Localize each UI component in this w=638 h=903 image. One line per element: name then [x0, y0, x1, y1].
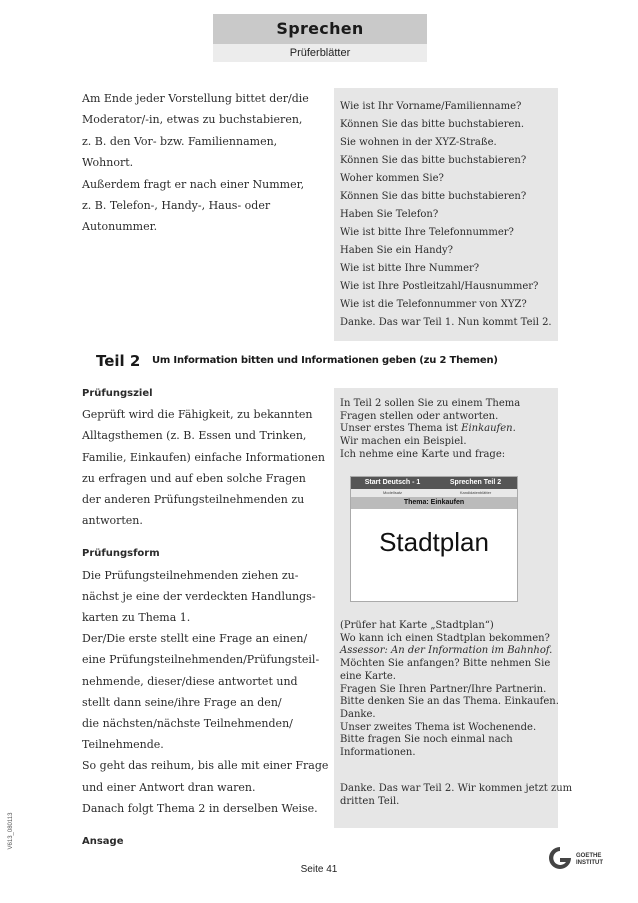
intro-line: Außerdem fragt er nach einer Nummer, — [82, 177, 305, 191]
script-line: Danke. — [340, 708, 376, 720]
pruefungsform-line: karten zu Thema 1. — [82, 611, 191, 625]
pruefungsziel-line: Familie, Einkaufen) einfache Informationen — [82, 450, 325, 464]
side-code: V613_080113 — [8, 812, 14, 850]
pruefungsform-line: stellt dann seine/ihre Frage an den/ — [82, 695, 282, 709]
pruefungsform-line: eine Prüfungsteilnehmenden/Prüfungsteil- — [82, 653, 320, 667]
script-line: Wir machen ein Beispiel. — [340, 436, 467, 448]
script-line-start: Unser erstes Thema ist — [340, 423, 462, 435]
section-description: Um Information bitten und Informationen geben (zu 2 Themen) — [152, 355, 498, 366]
script-line: dritten Teil. — [340, 795, 400, 807]
question-line: Wie ist bitte Ihre Telefonnummer? — [340, 227, 514, 238]
pruefungsziel-line: antworten. — [82, 514, 143, 528]
script-line: Bitte denken Sie an das Thema. Einkaufen. — [340, 696, 559, 708]
page-subtitle: Prüferblätter — [213, 44, 427, 62]
question-line: Wie ist die Telefonnummer von XYZ? — [340, 299, 527, 310]
intro-line: Wohnort. — [82, 156, 134, 170]
question-line: Wie ist bitte Ihre Nummer? — [340, 263, 480, 274]
intro-line: z. B. den Vor- bzw. Familiennamen, — [82, 134, 278, 148]
card-theme: Thema: Einkaufen — [351, 497, 517, 509]
handlungskarte-image — [350, 476, 518, 602]
goethe-logo-icon — [547, 845, 573, 871]
script-line: (Prüfer hat Karte „Stadtplan“) — [340, 620, 494, 631]
pruefungsform-line: die nächsten/nächste Teilnehmenden/ — [82, 717, 293, 731]
question-line: Woher kommen Sie? — [340, 173, 444, 184]
pruefungsform-line: Die Prüfungsteilnehmenden ziehen zu- — [82, 568, 299, 582]
question-line: Wie ist Ihre Postleitzahl/Hausnummer? — [340, 281, 539, 292]
pruefungsform-line: Danach folgt Thema 2 in derselben Weise. — [82, 801, 318, 815]
pruefungsform-line: nächst je eine der verdeckten Handlungs- — [82, 589, 316, 603]
question-line: Wie ist Ihr Vorname/Familienname? — [340, 101, 522, 112]
question-line: Können Sie das bitte buchstabieren? — [340, 155, 527, 166]
script-line: Unser erstes Thema ist Einkaufen. — [340, 423, 516, 435]
question-line: Haben Sie ein Handy? — [340, 245, 454, 256]
script-line: Ich nehme eine Karte und frage: — [340, 448, 506, 460]
section-label: Teil 2 — [96, 352, 141, 370]
script-line: Unser zweites Thema ist Wochenende. — [340, 721, 537, 733]
pruefungsform-line: nehmende, dieser/diese antwortet und — [82, 674, 298, 688]
pruefungsziel-line: Geprüft wird die Fähigkeit, zu bekannten — [82, 408, 313, 422]
teil2-script-box — [334, 388, 573, 828]
script-line: In Teil 2 sollen Sie zu einem Thema — [340, 398, 521, 409]
script-line: Fragen stellen oder antworten. — [340, 410, 499, 422]
question-line: Haben Sie Telefon? — [340, 209, 439, 220]
teil1-questions-box — [334, 88, 558, 341]
card-header-right: Sprechen Teil 2 — [449, 479, 502, 486]
script-line: Danke. Das war Teil 2. Wir kommen jetzt zum — [340, 783, 573, 794]
intro-line: z. B. Telefon-, Handy-, Haus- oder — [82, 199, 271, 213]
intro-line: Autonummer. — [82, 220, 158, 234]
card-header — [351, 477, 517, 489]
script-line: Fragen Sie Ihren Partner/Ihre Partnerin. — [340, 683, 547, 695]
intro-text — [82, 88, 318, 238]
card-word: Stadtplan — [379, 527, 489, 557]
pruefungsform-heading: Prüfungsform — [82, 548, 160, 560]
card-subheader-left: Modellsatz — [382, 490, 403, 495]
script-line: Möchten Sie anfangen? Bitte nehmen Sie — [340, 658, 551, 670]
card-subheader-right: Kandidatenblätter — [459, 490, 492, 495]
question-line: Sie wohnen in der XYZ-Straße. — [340, 137, 497, 148]
script-line: Informationen. — [340, 747, 416, 758]
question-line: Können Sie das bitte buchstabieren. — [340, 119, 525, 130]
pruefungsform-line: So geht das reihum, bis alle mit einer Frage — [82, 759, 329, 773]
logo-text-line: INSTITUT — [576, 860, 603, 866]
script-line-assessor: Assessor: An der Information im Bahnhof. — [340, 645, 553, 657]
script-line: eine Karte. — [340, 670, 396, 682]
pruefungsziel-heading: Prüfungsziel — [82, 388, 153, 399]
logo-text-line: GOETHE — [576, 853, 602, 859]
intro-line: Am Ende jeder Vorstellung bittet der/die — [82, 92, 309, 105]
question-line: Danke. Das war Teil 1. Nun kommt Teil 2. — [340, 317, 552, 328]
pruefungsform-line: und einer Antwort dran waren. — [82, 780, 256, 794]
intro-line: Moderator/-in, etwas zu buchstabieren, — [82, 113, 303, 127]
page-title: Sprechen — [213, 14, 427, 44]
pruefungsform-line: Teilnehmende. — [82, 738, 164, 752]
pruefungsziel-line: zu erfragen und auf eben solche Fragen — [82, 471, 306, 485]
page-number: Seite 41 — [300, 864, 338, 875]
teil2-instructions — [82, 383, 329, 852]
question-line: Können Sie das bitte buchstabieren? — [340, 191, 527, 202]
pruefungsziel-line: der anderen Prüfungsteilnehmenden zu — [82, 493, 305, 507]
script-line: Bitte fragen Sie noch einmal nach — [340, 734, 513, 746]
ansage-heading: Ansage — [82, 836, 124, 848]
card-header-left: Start Deutsch - 1 — [364, 479, 421, 486]
pruefungsziel-line: Alltagsthemen (z. B. Essen und Trinken, — [82, 429, 307, 443]
pruefungsform-line: Der/Die erste stellt eine Frage an einen/ — [82, 632, 308, 646]
card-subheader — [351, 489, 517, 497]
script-topic: Einkaufen — [461, 423, 513, 435]
logo-text — [576, 853, 603, 867]
script-line: Wo kann ich einen Stadtplan bekommen? — [340, 632, 550, 644]
